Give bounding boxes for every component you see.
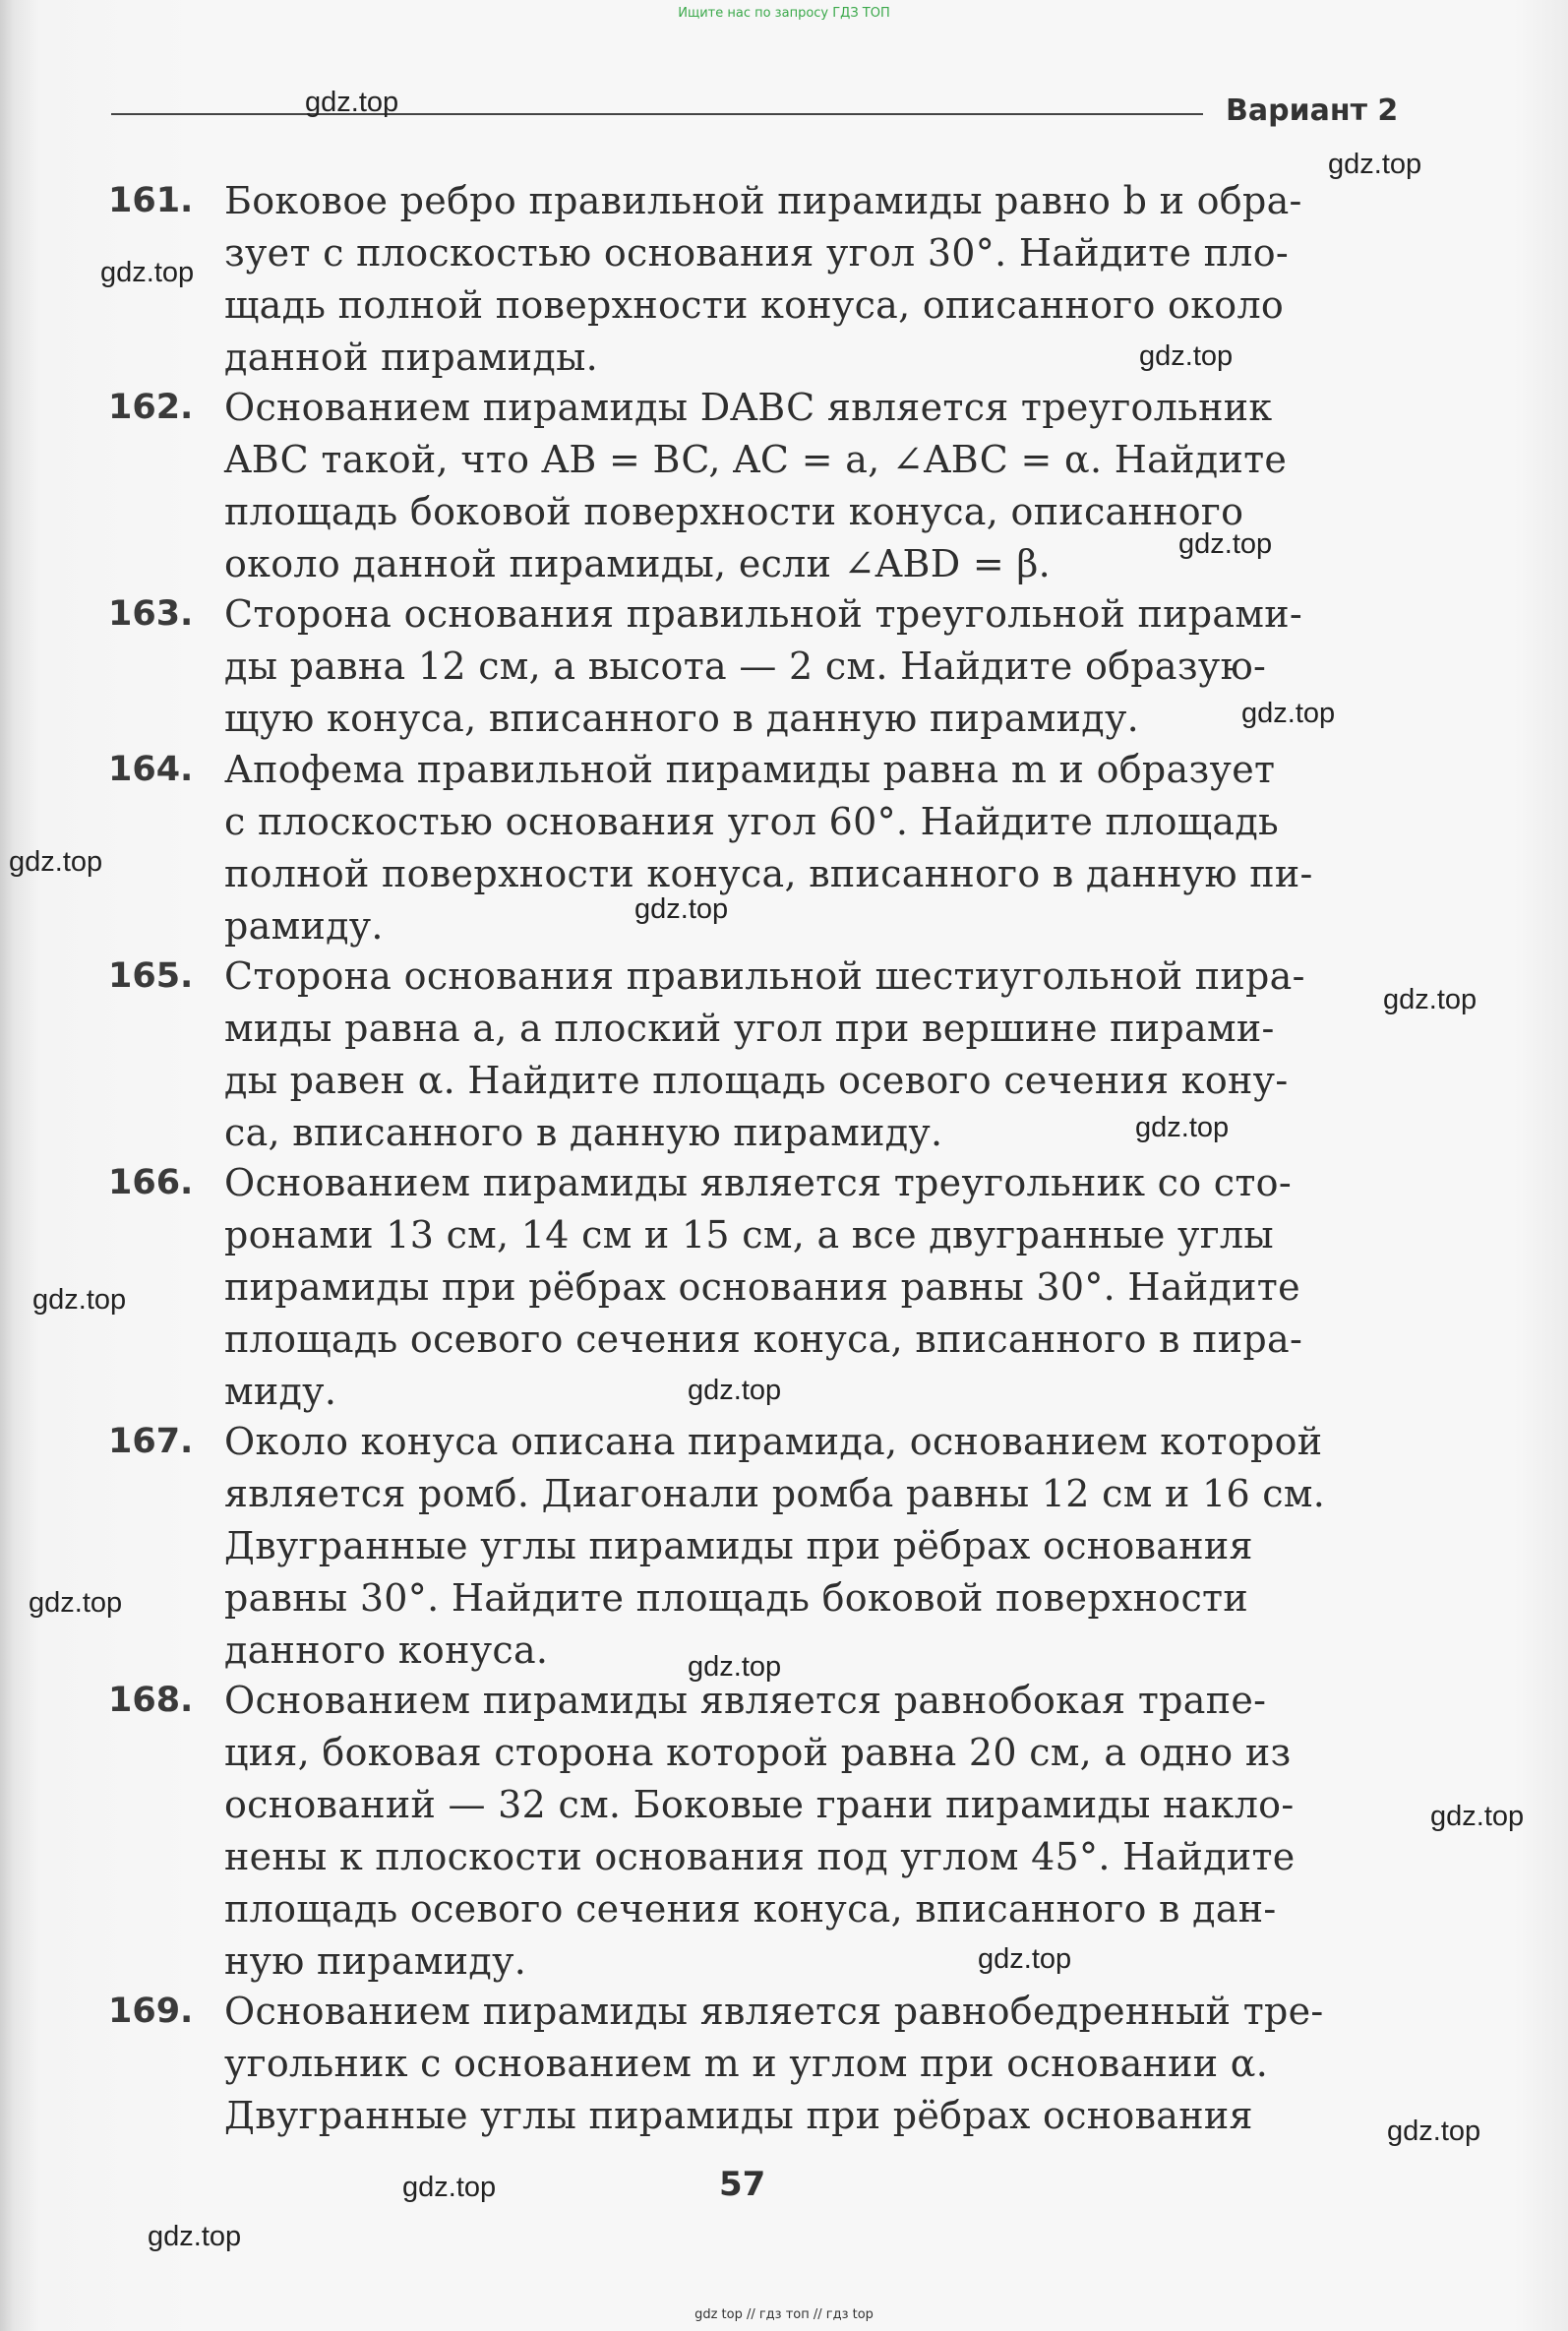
problem-line: Основанием пирамиды является треугольник со сто- <box>224 1161 1292 1204</box>
problem-line: площадь осевого сечения конуса, вписанного в дан- <box>224 1887 1277 1931</box>
watermark: gdz.top <box>688 1375 782 1406</box>
problem-text <box>224 175 1493 384</box>
problem-number: 161. <box>108 181 194 220</box>
problem-line: зует с плоскостью основания угол 30°. Найдите пло- <box>224 231 1290 275</box>
problem-line: пирамиды при рёбрах основания равны 30°. Найдите <box>224 1265 1300 1309</box>
problem-text <box>224 1416 1493 1677</box>
watermark: gdz.top <box>1328 149 1422 180</box>
problem-line: щую конуса, вписанного в данную пирамиду. <box>224 697 1139 740</box>
problem-number: 169. <box>108 1992 194 2031</box>
problem-line: Сторона основания правильной шестиугольной пира- <box>224 954 1305 998</box>
problem-line: ды равна 12 см, а высота — 2 см. Найдите образую- <box>224 644 1267 688</box>
problem-line: са, вписанного в данную пирамиду. <box>224 1111 943 1154</box>
problem-number: 168. <box>108 1681 194 1720</box>
problem-line: данного конуса. <box>224 1628 549 1672</box>
top-search-note: Ищите нас по запросу ГДЗ ТОП <box>678 6 890 21</box>
problem-number: 162. <box>108 388 194 427</box>
problem-line: ронами 13 см, 14 см и 15 см, а все двугранные углы <box>224 1213 1274 1257</box>
problem-text <box>224 382 1493 590</box>
problem-line: полной поверхности конуса, вписанного в данную пи- <box>224 852 1313 895</box>
problem-line: рамиду. <box>224 904 384 948</box>
problem-text <box>224 1986 1493 2142</box>
problem-line: с плоскостью основания угол 60°. Найдите площадь <box>224 800 1280 843</box>
problem-line: площадь осевого сечения конуса, вписанного в пира- <box>224 1318 1303 1361</box>
watermark: gdz.top <box>688 1651 782 1683</box>
watermark: gdz.top <box>978 1943 1072 1975</box>
problem-line: Двугранные углы пирамиды при рёбрах основания <box>224 2094 1253 2137</box>
watermark: gdz.top <box>29 1587 123 1619</box>
problem-line: ную пирамиду. <box>224 1939 527 1983</box>
problem-number: 164. <box>108 750 194 789</box>
problem-line: миду. <box>224 1370 337 1413</box>
problem-text <box>224 1157 1493 1418</box>
watermark: gdz.top <box>32 1284 127 1316</box>
problem-line: Основанием пирамиды является равнобокая трапе- <box>224 1679 1267 1722</box>
problem-line: ABC такой, что AB = BC, AC = a, ∠ABC = α. Найдите <box>224 438 1288 481</box>
watermark: gdz.top <box>1139 340 1234 372</box>
problem-line: около данной пирамиды, если ∠ABD = β. <box>224 542 1052 585</box>
problem-line: щадь полной поверхности конуса, описанного около <box>224 283 1285 327</box>
problem-line: Сторона основания правильной треугольной пирами- <box>224 592 1303 636</box>
watermark: gdz.top <box>1387 2116 1481 2147</box>
problem-text <box>224 1675 1493 1988</box>
problem-text <box>224 951 1493 1159</box>
problem-line: ды равен α. Найдите площадь осевого сечения кону- <box>224 1059 1289 1102</box>
problem-line: Апофема правильной пирамиды равна m и образует <box>224 748 1276 791</box>
watermark: gdz.top <box>1383 984 1478 1015</box>
problem-line: равны 30°. Найдите площадь боковой поверхности <box>224 1576 1249 1620</box>
problem-line: Основанием пирамиды является равнобедренный тре- <box>224 1990 1324 2033</box>
problem-number: 167. <box>108 1422 194 1461</box>
watermark: gdz.top <box>402 2172 497 2203</box>
problem-number: 165. <box>108 956 194 996</box>
problem-line: данной пирамиды. <box>224 336 599 379</box>
problem-line: площадь боковой поверхности конуса, описанного <box>224 490 1244 533</box>
variant-label: Вариант 2 <box>1226 93 1399 128</box>
page-number: 57 <box>719 2165 766 2204</box>
problem-number: 163. <box>108 594 194 634</box>
problem-line: Двугранные углы пирамиды при рёбрах основания <box>224 1524 1253 1567</box>
watermark: gdz.top <box>9 846 103 878</box>
problem-line: является ромб. Диагонали ромба равны 12 см и 16 см. <box>224 1472 1326 1515</box>
problem-line: угольник с основанием m и углом при основании α. <box>224 2042 1269 2085</box>
watermark: gdz.top <box>148 2221 242 2252</box>
watermark: gdz.top <box>1430 1801 1525 1832</box>
problem-text <box>224 744 1493 952</box>
watermark: gdz.top <box>1135 1112 1230 1143</box>
watermark: gdz.top <box>100 257 195 288</box>
problem-line: Около конуса описана пирамида, основанием которой <box>224 1420 1323 1463</box>
watermark: gdz.top <box>305 87 399 118</box>
footer-note: gdz top // гдз топ // гдз top <box>694 2307 874 2322</box>
problem-number: 166. <box>108 1163 194 1202</box>
watermark: gdz.top <box>634 893 729 925</box>
watermark: gdz.top <box>1178 528 1273 560</box>
watermark: gdz.top <box>1241 698 1336 729</box>
problem-line: Основанием пирамиды DABC является треугольник <box>224 386 1273 429</box>
problem-line: оснований — 32 см. Боковые грани пирамиды накло- <box>224 1783 1295 1826</box>
header-rule <box>111 113 1203 115</box>
problem-line: Боковое ребро правильной пирамиды равно b и обра- <box>224 179 1302 222</box>
problem-line: миды равна a, а плоский угол при вершине пирами- <box>224 1007 1275 1050</box>
problem-line: ция, боковая сторона которой равна 20 см, а одно из <box>224 1731 1292 1774</box>
problem-line: нены к плоскости основания под углом 45°. Найдите <box>224 1835 1296 1878</box>
